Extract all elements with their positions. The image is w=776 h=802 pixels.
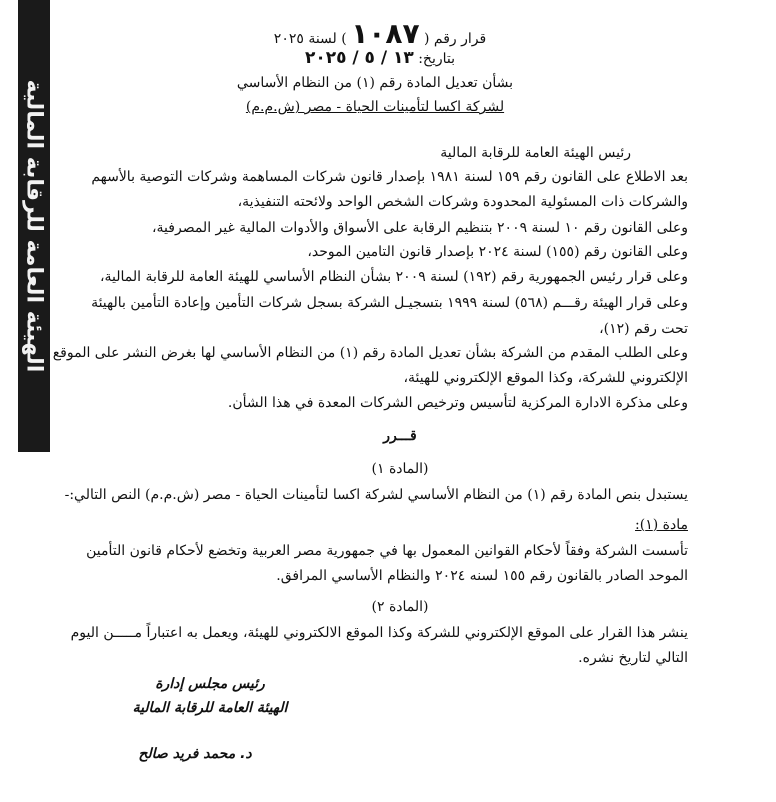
decree-prefix: قرار رقم ( xyxy=(424,31,487,47)
recital-8: وعلى الطلب المقدم من الشركة بشأن تعديل المادة رقم (١) من النظام الأساسي لها بغرض النشر على الموقع xyxy=(52,345,688,361)
article-2-line-1: ينشر هذا القرار على الموقع الإلكتروني للشركة وكذا الموقع الالكتروني للهيئة، ويعمل به اعتباراً مـــــن اليوم xyxy=(70,625,688,641)
article-1-text: يستبدل بنص المادة رقم (١) من النظام الأساسي لشركة اكسا لتأمينات الحياة - مصر (ش.م.م) النص التالي:- xyxy=(64,487,688,503)
date-value: ١٣ / ٥ / ٢٠٢٥ xyxy=(304,48,414,68)
subject-line-1: بشأن تعديل المادة رقم (١) من النظام الأساسي xyxy=(236,75,514,91)
recital-7: تحت رقم (١٢)، xyxy=(599,321,688,337)
recital-5: وعلى قرار رئيس الجمهورية رقم (١٩٢) لسنة ٢٠٠٩ بشأن النظام الأساسي للهيئة العامة للرقابة المالية، xyxy=(100,269,688,285)
decree-suffix: ) لسنة ٢٠٢٥ xyxy=(273,31,347,47)
decree-number: ١٠٨٧ xyxy=(351,17,420,50)
signature-title-2: الهيئة العامة للرقابة المالية xyxy=(132,700,288,716)
recital-10: وعلى مذكرة الادارة المركزية لتأسيس وترخيص الشركات المعدة في هذا الشأن. xyxy=(227,395,688,411)
subject-line-2: لشركة اكسا لتأمينات الحياة - مصر (ش.م.م) xyxy=(245,99,505,115)
decided-heading: قـــرر xyxy=(383,428,417,444)
recital-2: والشركات ذات المسئولية المحدودة وشركات الشخص الواحد ولائحته التنفيذية، xyxy=(237,194,688,210)
signature-title-1: رئيس مجلس إدارة xyxy=(155,676,265,692)
recital-1: بعد الاطلاع على القانون رقم ١٥٩ لسنة ١٩٨١ بإصدار قانون شركات المساهمة وشركات التوصية بالأسهم xyxy=(91,169,688,185)
decree-number-line xyxy=(230,18,530,50)
article-2-line-2: التالي لتاريخ نشره. xyxy=(578,650,688,666)
issuer: رئيس الهيئة العامة للرقابة المالية xyxy=(440,145,631,161)
recital-6: وعلى قرار الهيئة رقـــم (٥٦٨) لسنة ١٩٩٩ بتسجيـل الشركة بسجل شركات التأمين وإعادة التأمين بالهيئة xyxy=(91,295,688,311)
inner-article-line-1: تأسست الشركة وفقاً لأحكام القوانين المعمول بها في جمهورية مصر العربية وتخضع لأحكام قانون التأمين xyxy=(86,543,688,559)
side-banner xyxy=(18,0,50,452)
article-1-title: (المادة ١) xyxy=(371,461,429,477)
inner-article-line-2: الموحد الصادر بالقانون رقم ١٥٥ لسنه ٢٠٢٤ والنظام الأساسي المرافق. xyxy=(276,568,688,584)
decree-date-line xyxy=(260,49,500,68)
date-label: بتاريخ: xyxy=(418,51,456,67)
recital-9: الإلكتروني للشركة، وكذا الموقع الإلكتروني للهيئة، xyxy=(403,370,688,386)
side-banner-text: الهيئة العامة للرقابة المالية xyxy=(21,79,47,373)
inner-article-label: مادة (١): xyxy=(635,517,688,533)
signature-name: د. محمد فريد صالح xyxy=(138,746,252,762)
recital-4: وعلى القانون رقم (١٥٥) لسنة ٢٠٢٤ بإصدار قانون التامين الموحد، xyxy=(307,244,688,260)
article-2-title: (المادة ٢) xyxy=(371,599,429,615)
recital-3: وعلى القانون رقم ١٠ لسنة ٢٠٠٩ بتنظيم الرقابة على الأسواق والأدوات المالية غير المصرفية، xyxy=(152,220,688,236)
